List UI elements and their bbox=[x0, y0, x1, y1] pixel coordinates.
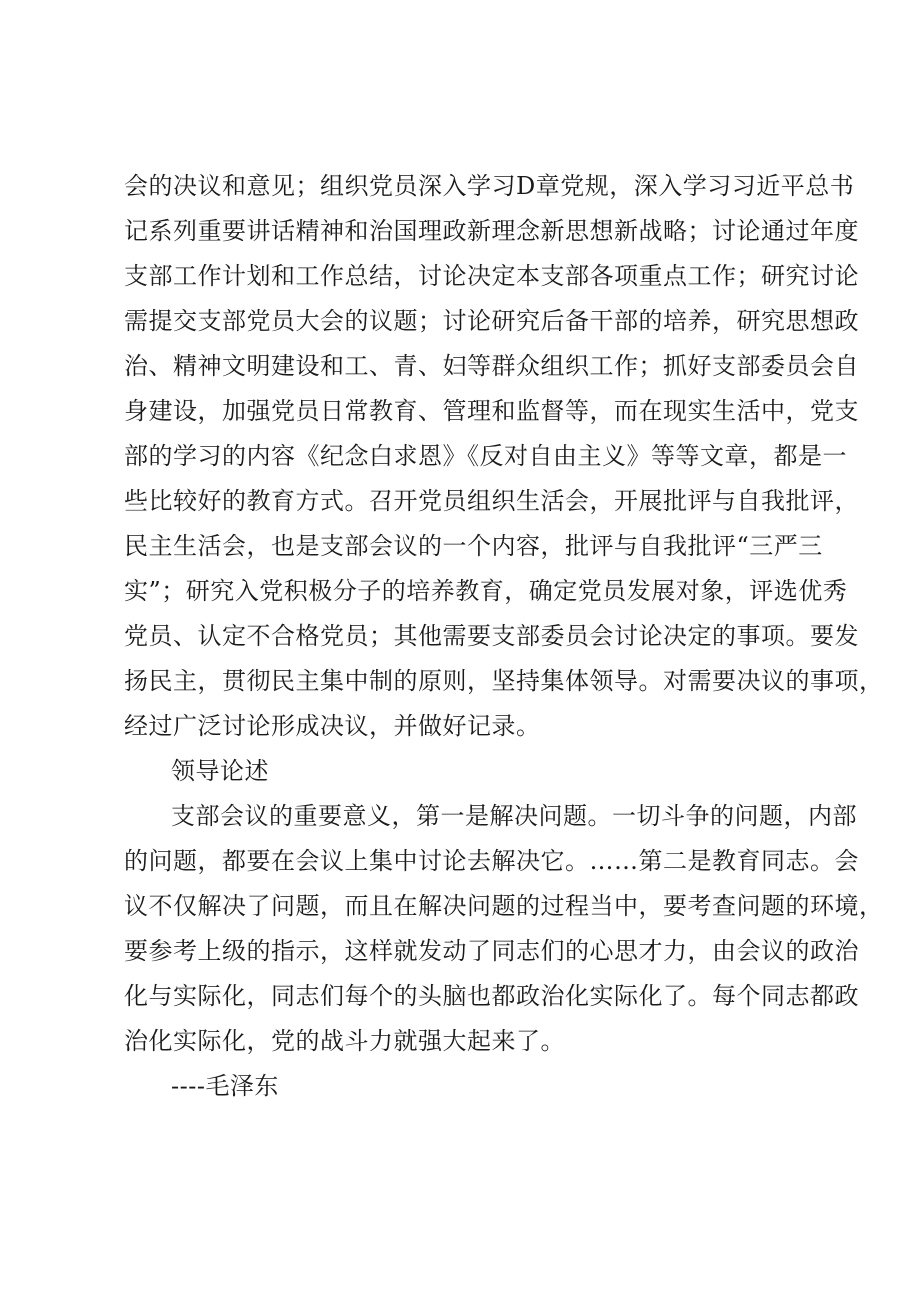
body-text-line: 实”；研究入党积极分子的培养教育，确定党员发展对象，评选优秀 bbox=[124, 577, 848, 605]
quote-text-line: 治化实际化，党的战斗力就强大起来了。 bbox=[124, 1027, 565, 1055]
body-text-line: 会的决议和意见；组织党员深入学习D章党规，深入学习习近平总书 bbox=[124, 172, 855, 200]
body-text-line: 支部工作计划和工作总结，讨论决定本支部各项重点工作；研究讨论 bbox=[124, 262, 859, 290]
body-text-line: 需提交支部党员大会的议题；讨论研究后备干部的培养，研究思想政 bbox=[124, 307, 859, 335]
body-text-line: 些比较好的教育方式。召开党员组织生活会，开展批评与自我批评， bbox=[124, 487, 859, 515]
body-text-line: 记系列重要讲话精神和治国理政新理念新思想新战略；讨论通过年度 bbox=[124, 217, 859, 245]
body-text-line: 身建设，加强党员日常教育、管理和监督等，而在现实生活中，党支 bbox=[124, 397, 859, 425]
quote-attribution: ----毛泽东 bbox=[171, 1072, 279, 1100]
quote-text-line: 要参考上级的指示，这样就发动了同志们的心思才力，由会议的政治 bbox=[124, 937, 859, 965]
section-heading: 领导论述 bbox=[171, 757, 269, 785]
quote-text-line: 的问题，都要在会议上集中讨论去解决它。……第二是教育同志。会 bbox=[124, 847, 859, 875]
quote-text-line: 议不仅解决了问题，而且在解决问题的过程当中，要考查问题的环境， bbox=[124, 892, 884, 920]
body-text-line: 党员、认定不合格党员；其他需要支部委员会讨论决定的事项。要发 bbox=[124, 622, 859, 650]
body-text-line: 经过广泛讨论形成决议，并做好记录。 bbox=[124, 712, 541, 740]
quote-text-line: 支部会议的重要意义，第一是解决问题。一切斗争的问题，内部 bbox=[171, 802, 857, 830]
body-text-line: 治、精神文明建设和工、青、妇等群众组织工作；抓好支部委员会自 bbox=[124, 352, 859, 380]
body-text-line: 部的学习的内容《纪念白求恩》《反对自由主义》等等文章，都是一 bbox=[124, 442, 847, 470]
body-text-line: 扬民主，贯彻民主集中制的原则，坚持集体领导。对需要决议的事项， bbox=[124, 667, 884, 695]
quote-text-line: 化与实际化，同志们每个的头脑也都政治化实际化了。每个同志都政 bbox=[124, 982, 859, 1010]
body-text-line: 民主生活会，也是支部会议的一个内容，批评与自我批评“三严三 bbox=[124, 532, 823, 560]
